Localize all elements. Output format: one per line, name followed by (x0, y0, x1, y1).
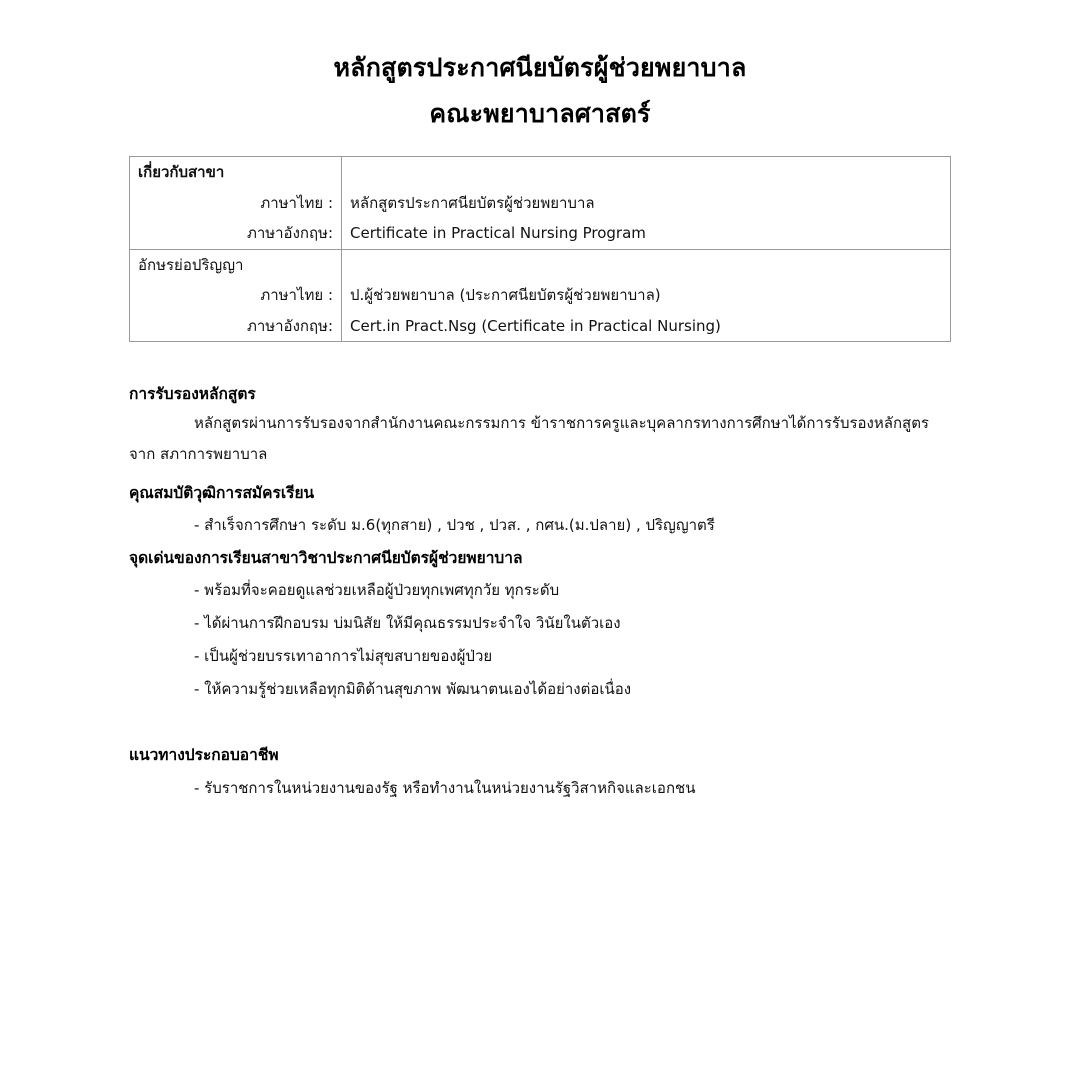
list-item: - ให้ความรู้ช่วยเหลือทุกมิติด้านสุขภาพ พัฒนาตนเองได้อย่างต่อเนื่อง (194, 680, 632, 698)
name-en-value: Certificate in Practical Nursing Program (342, 218, 951, 249)
list-item: - รับราชการในหน่วยงานของรัฐ หรือทำงานในหน่วยงานรัฐวิสาหกิจและเอกชน (194, 779, 696, 797)
about-heading: เกี่ยวกับสาขา (130, 157, 342, 188)
accreditation-heading: การรับรองหลักสูตร (129, 385, 256, 403)
document-title: หลักสูตรประกาศนียบัตรผู้ช่วยพยาบาล (333, 53, 747, 82)
name-en-label: ภาษาอังกฤษ: (130, 218, 342, 249)
abbr-en-label: ภาษาอังกฤษ: (130, 311, 342, 342)
empty-cell (342, 157, 951, 188)
program-info-table (129, 156, 951, 342)
list-item: - พร้อมที่จะคอยดูแลช่วยเหลือผู้ป่วยทุกเพศทุกวัย ทุกระดับ (194, 581, 560, 599)
table-row (130, 218, 951, 249)
career-heading: แนวทางประกอบอาชีพ (129, 746, 279, 764)
qualifications-heading: คุณสมบัติวุฒิการสมัครเรียน (129, 484, 315, 502)
faculty-title: คณะพยาบาลศาสตร์ (429, 99, 651, 128)
empty-cell (342, 249, 951, 280)
name-th-label: ภาษาไทย : (130, 188, 342, 219)
abbr-th-value: ป.ผู้ช่วยพยาบาล (ประกาศนียบัตรผู้ช่วยพยาบาล) (342, 280, 951, 311)
name-th-value: หลักสูตรประกาศนียบัตรผู้ช่วยพยาบาล (342, 188, 951, 219)
abbr-th-label: ภาษาไทย : (130, 280, 342, 311)
highlights-heading: จุดเด่นของการเรียนสาขาวิชาประกาศนียบัตรผู้ช่วยพยาบาล (129, 549, 523, 567)
table-row (130, 157, 951, 188)
list-item: - เป็นผู้ช่วยบรรเทาอาการไม่สุขสบายของผู้ป่วย (194, 647, 493, 665)
table-row (130, 249, 951, 280)
table-row (130, 311, 951, 342)
table-row (130, 188, 951, 219)
abbr-en-value: Cert.in Pract.Nsg (Certificate in Practical Nursing) (342, 311, 951, 342)
list-item: - ได้ผ่านการฝึกอบรม บ่มนิสัย ให้มีคุณธรรมประจำใจ วินัยในตัวเอง (194, 614, 621, 632)
table-row (130, 280, 951, 311)
accreditation-text: หลักสูตรผ่านการรับรองจากสำนักงานคณะกรรมการ ข้าราชการครูและบุคลากรทางการศึกษาได้การรับรองหลักสูตร จาก สภาการพยาบาล (129, 414, 929, 463)
abbr-heading: อักษรย่อปริญญา (130, 249, 342, 280)
list-item: - สำเร็จการศึกษา ระดับ ม.6(ทุกสาย) , ปวช , ปวส. , กศน.(ม.ปลาย) , ปริญญาตรี (194, 516, 715, 534)
